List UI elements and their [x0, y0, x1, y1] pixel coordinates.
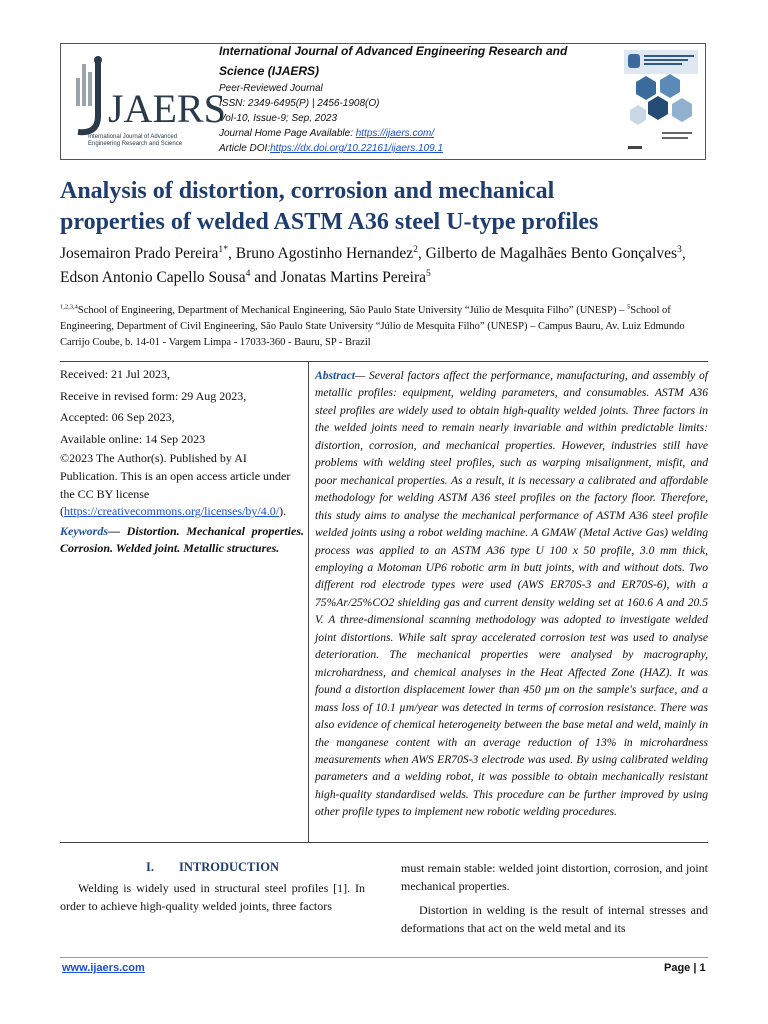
affil-1-sup: 1,2,3,4	[60, 303, 78, 311]
paper-title	[60, 176, 710, 238]
keywords-label: Keywords	[60, 523, 108, 538]
accepted-date: Accepted: 06 Sep 2023,	[60, 410, 175, 425]
intro-paragraph-2: Distortion in welding is the result of internal stresses and deformations that act on the weld metal and its	[401, 903, 708, 935]
homepage-label: Journal Home Page Available:	[219, 128, 356, 139]
author-4: , Edson Antonio Capello Sousa	[60, 245, 686, 286]
journal-name-line1: International Journal of Advanced Engineering Research and	[219, 44, 568, 58]
intro-paragraph-1-cont: must remain stable: welded joint distortion, corrosion, and joint mechanical properties.	[401, 861, 708, 893]
affiliations	[60, 303, 710, 351]
title-line-1: Analysis of distortion, corrosion and mechanical	[60, 178, 555, 204]
license-link[interactable]: https://creativecommons.org/licenses/by/4.0/	[64, 504, 280, 519]
svg-text:JAERS: JAERS	[108, 86, 226, 131]
affil-2-sup: 5	[626, 303, 631, 311]
issn: ISSN: 2349-6495(P) | 2456-1908(O)	[219, 98, 380, 109]
journal-name-line2: Science (IJAERS)	[219, 64, 320, 78]
doi-label: Article DOI:	[219, 143, 271, 154]
info-bottom-rule	[60, 842, 708, 843]
svg-text:Engineering Research and Scien: Engineering Research and Science	[88, 141, 183, 147]
affil-2-text: School of Engineering, Department of Civil Engineering, São Paulo State University “Júlio de Mesquita Filho” (UNESP) – Campus Bauru, Av. Luiz Edmundo Carrijo Coube, b. 14-01 - Vargem Limpa - 17033-360 - Bauru, SP - Brazil	[60, 305, 685, 348]
keywords-text: — Distortion. Mechanical properties. Corrosion. Welded joint. Metallic structures.	[60, 523, 304, 556]
journal-cover-image	[622, 48, 700, 156]
abstract-label: Abstract	[315, 369, 355, 382]
copyright-text: ©2023 The Author(s). Published by AI Publication. This is an open access article under the CC BY license (	[60, 451, 291, 519]
author-5-sup: 5	[426, 267, 431, 279]
intro-column-1	[60, 879, 365, 915]
homepage-link[interactable]: https://ijaers.com/	[355, 128, 435, 139]
article-info	[60, 362, 304, 558]
online-date: Available online: 14 Sep 2023	[60, 431, 206, 446]
title-line-2: properties of welded ASTM A36 steel U-type profiles	[60, 209, 599, 235]
footer-website-link[interactable]: www.ijaers.com	[62, 962, 145, 974]
doi-link[interactable]: https://dx.doi.org/10.22161/ijaers.109.1	[270, 143, 444, 154]
svg-text:International Journal of Advan: International Journal of Advanced	[88, 134, 178, 140]
copyright-notice	[60, 450, 304, 520]
info-column-divider	[308, 361, 309, 842]
keywords	[60, 523, 304, 558]
author-4-sup: 4	[245, 267, 251, 279]
author-1: Josemairon Prado Pereira	[60, 245, 219, 262]
copyright-end: ).	[279, 504, 287, 519]
author-5: and Jonatas Martins Pereira	[250, 269, 426, 286]
author-3: , Gilberto de Magalhães Bento Gonçalves	[417, 245, 678, 262]
homepage-line	[219, 128, 434, 139]
volume-issue: Vol-10, Issue-9; Sep, 2023	[219, 113, 338, 124]
author-1-sup: 1*	[218, 243, 228, 255]
author-2: , Bruno Agostinho Hernandez	[228, 245, 414, 262]
affil-1-text: School of Engineering, Department of Mechanical Engineering, São Paulo State University “Júlio de Mesquita Filho” (UNESP) –	[77, 305, 625, 316]
intro-paragraph-1: Welding is widely used in structural steel profiles [1]. In order to achieve high-quality welded joints, three factors	[60, 881, 365, 913]
abstract	[315, 367, 708, 821]
author-list	[60, 242, 720, 290]
journal-logo	[64, 52, 226, 152]
author-2-sup: 2	[413, 243, 418, 255]
intro-column-2	[401, 859, 708, 937]
section-heading-introduction: I. INTRODUCTION	[145, 860, 279, 874]
peer-reviewed: Peer-Reviewed Journal	[219, 83, 323, 94]
doi-line	[219, 143, 443, 154]
received-date: Received: 21 Jul 2023,	[60, 367, 170, 381]
author-3-sup: 3	[677, 243, 682, 255]
revised-date: Receive in revised form: 29 Aug 2023,	[60, 388, 247, 403]
footer-rule	[60, 957, 708, 958]
abstract-text: — Several factors affect the performance, manufacturing, and assembly of metallic profiles: equipment, welding parameters, and consumables. ASTM A36 steel profiles are widely used to obtain high-quality welded joints. Three factors in the welded joints need to remain nearly invariable and within predictable limits: distortion, corrosion, and mechanical properties. However, industries still have problems with welding steel profiles, such as warping misalignment, misfit, and poor mechanical properties. As a result, it is necessary a calibrated and affordable methodology for welding ASTM A36 steel profiles on the factory floor. Therefore, this study aims to analyse the mechanical performance of ASTM A36 steel profile welded joints using a robot welding machine. A GMAW (Metal Active Gas) welding process was applied to an ASTM A36 type U 100 x 50 profile, 3.0 mm thick, employing a Motoman UP6 robotic arm in butt joints, with and without dots. Two different rod electrode types were used (AWS ER70S-3 and ER70S-6), with a 75%Ar/25%CO2 shielding gas and current density welding set at 160.6 A and 20.5 V. A three-dimensional scanning methodology was adopted to investigate welded joint distortions. While salt spray accelerated corrosion test was used to analyse deterioration. The mechanical properties were analysed by macrography, microhardness, and chemical analyses in the Heat Affected Zone (HAZ). It was found a distortion displacement lower than 450 µm on the sample's surface, and a mass loss of 10.1 µm/year was detected in terms of corrosion resistance. There was also evidence of chemical heterogeneity between the base metal and weld, mainly in the manganese content with an average reduction of 13% in microhardness measurements when AWS ER70S-3 electrode was used. By using calibrated welding parameters and a welding robot, it was possible to obtain mechanically resistant high-quality standardised welds. This procedure can be further improved by using other profile types to implement new robotic welding procedures.	[315, 369, 708, 819]
page-number: Page | 1	[664, 962, 706, 974]
